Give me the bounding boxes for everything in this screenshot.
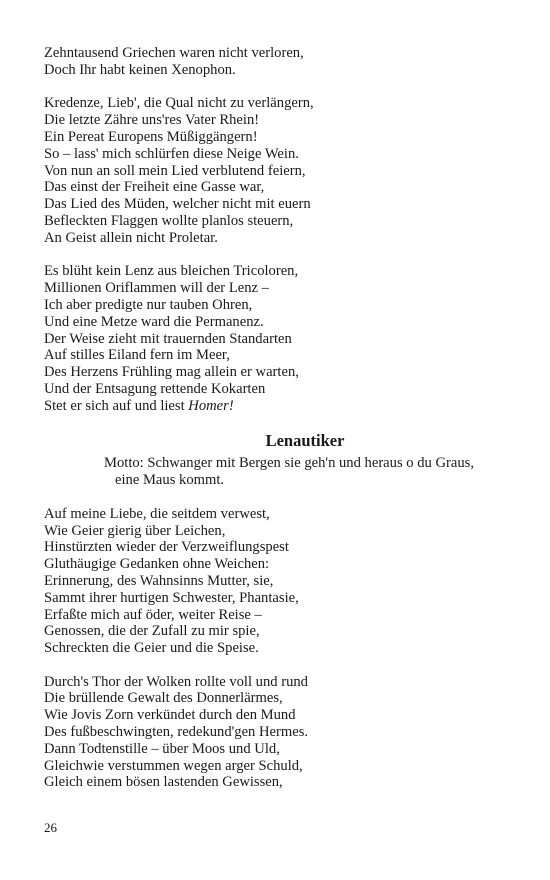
- verse-line: Zehntausend Griechen waren nicht verloren,: [44, 45, 304, 61]
- verse-line-last: [44, 398, 514, 415]
- verse-line: Gleich einem bösen lastenden Gewissen,: [44, 774, 283, 791]
- verse-line: Des fußbeschwingten, redekund'gen Hermes.: [44, 724, 309, 741]
- verse-line: Schreckten die Geier und die Speise.: [44, 640, 259, 657]
- section-title: Lenautiker: [265, 431, 345, 451]
- verse-line: Sammt ihrer hurtigen Schwester, Phantasie,: [44, 589, 299, 606]
- motto: [44, 455, 514, 489]
- verse-line: Gluthäugige Gedanken ohne Weichen:: [44, 556, 270, 573]
- verse-line: Doch Ihr habt keinen Xenophon.: [44, 61, 236, 78]
- verse-line: Ein Pereat Europens Müßiggängern!: [44, 128, 258, 145]
- verse-line: Und eine Metze ward die Permanenz.: [44, 313, 264, 330]
- verse-line: Und der Entsagung rettende Kokarten: [44, 380, 266, 397]
- verse-line: Es blüht kein Lenz aus bleichen Tricoloren,: [44, 263, 299, 280]
- page-number: 26: [44, 820, 57, 835]
- verse-line: So – lass' mich schlürfen diese Neige Wein.: [44, 145, 299, 162]
- verse-line: Des Herzens Frühling mag allein er warten,: [44, 364, 299, 381]
- stanza-3: [44, 263, 514, 414]
- verse-line: Hinstürzten wieder der Verzweiflungspest: [44, 539, 289, 556]
- stanza-5: [44, 674, 514, 792]
- verse-line: Wie Geier gierig über Leichen,: [44, 522, 226, 539]
- verse-line: Millionen Oriflammen will der Lenz –: [44, 280, 269, 297]
- motto-line-2: eine Maus kommt.: [115, 472, 225, 489]
- verse-line: Dann Todtenstille – über Moos und Uld,: [44, 740, 280, 757]
- verse-line: Das Lied des Müden, welcher nicht mit euern: [44, 196, 311, 213]
- verse-line: Gleichwie verstummen wegen arger Schuld,: [44, 757, 303, 774]
- stanza-2: [44, 95, 514, 246]
- italic-homer: Homer!: [188, 397, 234, 414]
- verse-line: Das einst der Freiheit eine Gasse war,: [44, 179, 265, 196]
- verse-line: Erinnerung, des Wahnsinns Mutter, sie,: [44, 572, 274, 589]
- verse-line: Auf stilles Eiland fern im Meer,: [44, 347, 230, 364]
- verse-line: Ich aber predigte nur tauben Ohren,: [44, 296, 253, 313]
- page-body: [44, 45, 514, 808]
- motto-line-1: Motto: Schwanger mit Bergen sie geh'n und heraus o du Graus,: [104, 455, 474, 472]
- verse-line: Von nun an soll mein Lied verblutend feiern,: [44, 162, 306, 179]
- verse-line: Die letzte Zähre uns'res Vater Rhein!: [44, 112, 260, 129]
- verse-line: An Geist allein nicht Proletar.: [44, 229, 218, 246]
- verse-line: Durch's Thor der Wolken rollte voll und rund: [44, 673, 308, 690]
- verse-line: Erfaßte mich auf öder, weiter Reise –: [44, 606, 262, 623]
- stanza-1: [44, 45, 514, 79]
- stanza-4: [44, 506, 514, 657]
- verse-text: Stet er sich auf und liest: [44, 397, 189, 414]
- verse-line: Kredenze, Lieb', die Qual nicht zu verlängern,: [44, 95, 314, 112]
- verse-line: Der Weise zieht mit trauernden Standarten: [44, 330, 292, 347]
- verse-line: Befleckten Flaggen wollte planlos steuern,: [44, 212, 294, 229]
- verse-line: Auf meine Liebe, die seitdem verwest,: [44, 505, 270, 522]
- verse-line: Genossen, die der Zufall zu mir spie,: [44, 623, 260, 640]
- verse-line: Die brüllende Gewalt des Donnerlärmes,: [44, 690, 283, 707]
- verse-line: Wie Jovis Zorn verkündet durch den Mund: [44, 707, 296, 724]
